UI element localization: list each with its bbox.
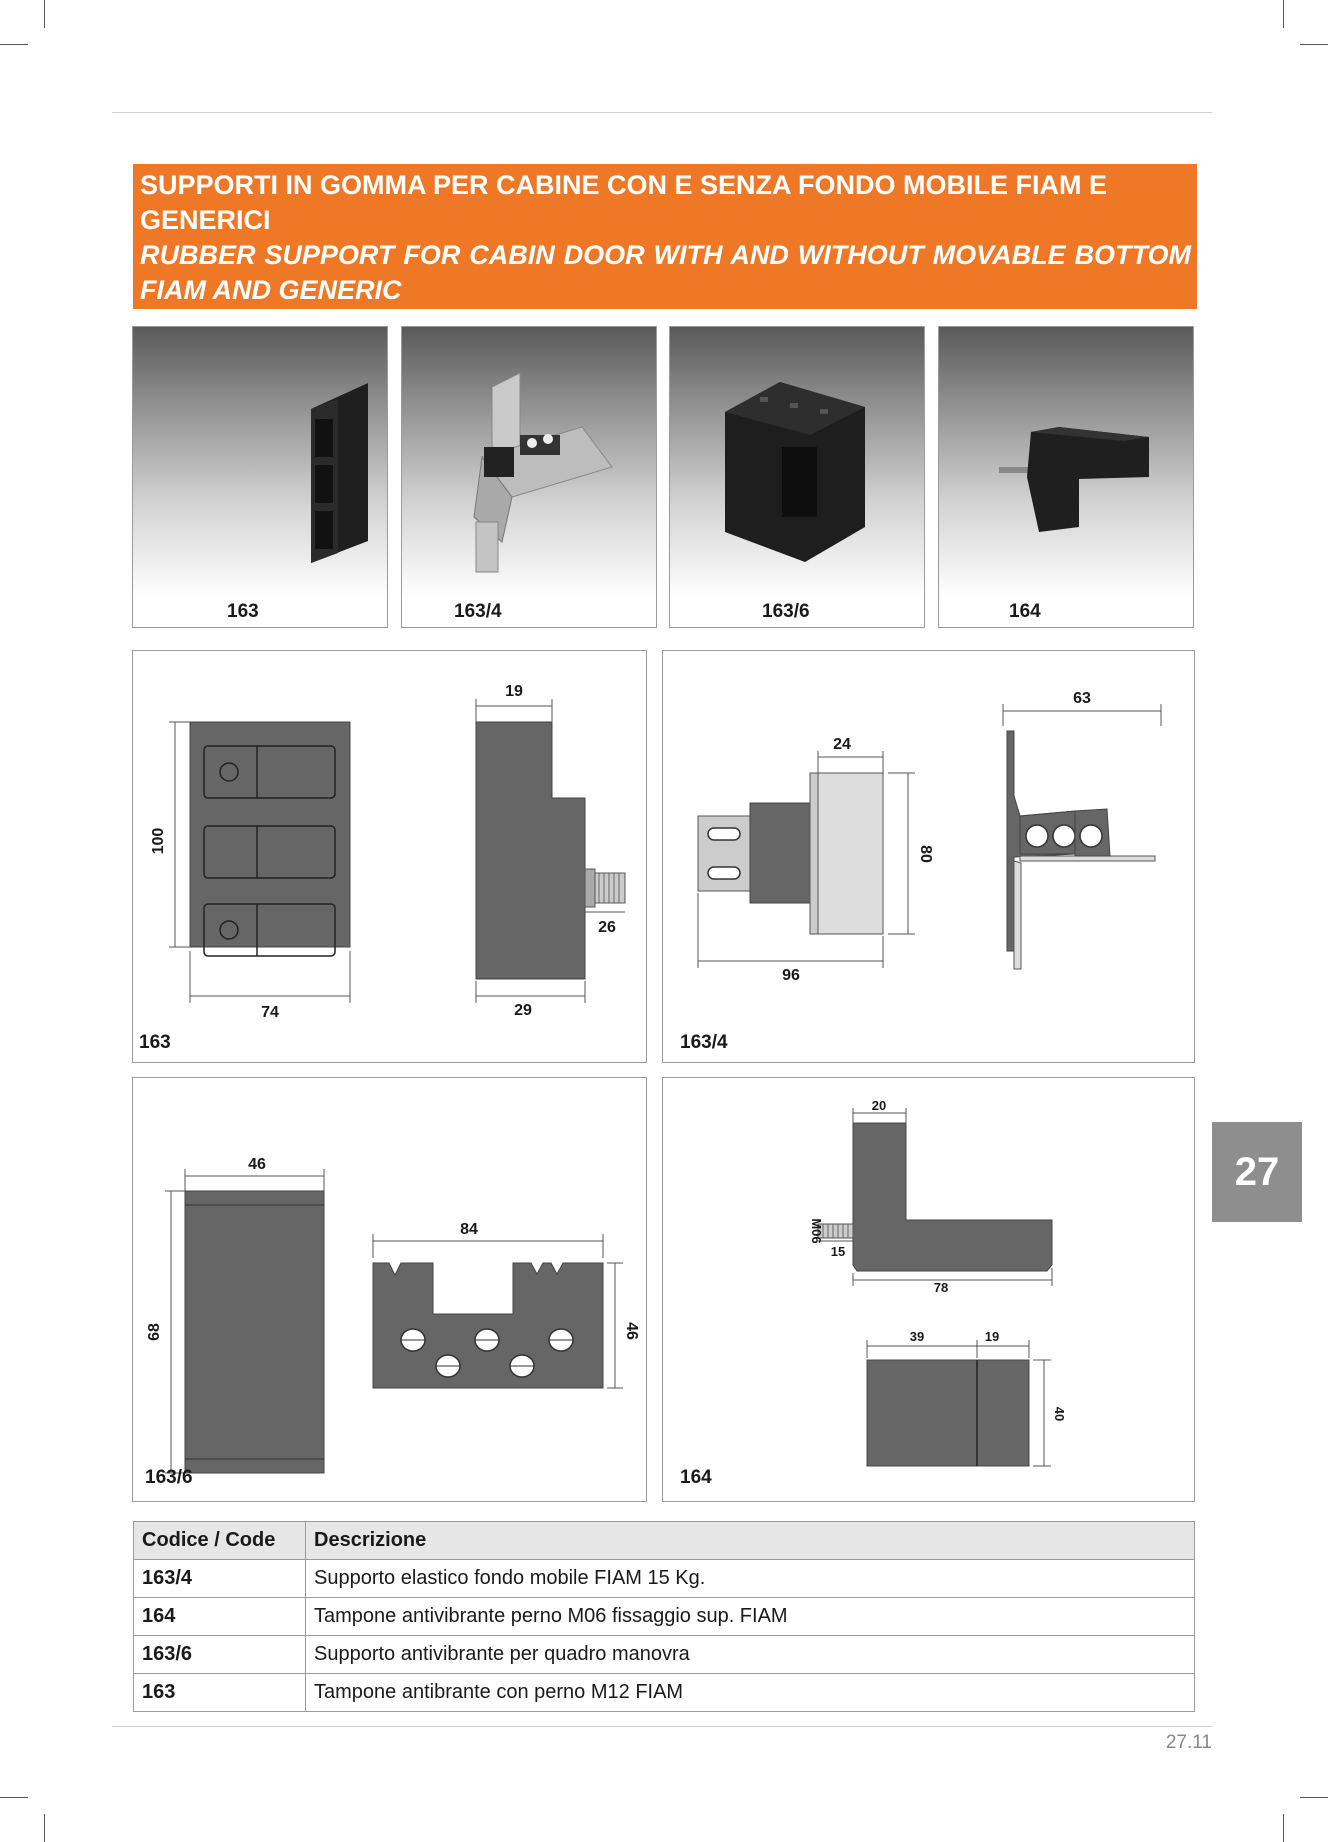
photo-label: 163/6 [762, 601, 810, 622]
dim-side-bottom: 29 [514, 1002, 532, 1019]
dim-height: 100 [150, 827, 167, 855]
drawing-163 [132, 650, 647, 1063]
side-view [476, 722, 625, 979]
product-photo [133, 327, 387, 597]
dim-bracket: 63 [1073, 690, 1091, 707]
dim-height: 80 [917, 845, 934, 863]
front-view [698, 773, 883, 934]
product-table [133, 1521, 1195, 1712]
drawing-label: 163/4 [680, 1032, 728, 1053]
drawing-label: 163/6 [145, 1467, 193, 1488]
drawing-163-4 [662, 650, 1195, 1063]
dim-side-top: 19 [505, 683, 523, 700]
photo-163-6 [669, 326, 925, 628]
row-code: 163/4 [134, 1560, 306, 1598]
drawing-label: 164 [680, 1467, 712, 1488]
dim-length: 78 [933, 1280, 949, 1295]
crop-mark [0, 1797, 28, 1798]
row-code: 163/6 [134, 1636, 306, 1674]
dim-width: 46 [248, 1156, 266, 1173]
dim-length: 84 [460, 1221, 478, 1238]
bracket-view [1007, 731, 1155, 969]
photo-label: 163/4 [454, 601, 502, 622]
dim-width: 74 [261, 1004, 279, 1021]
dim-top: 20 [871, 1098, 887, 1113]
dim-thread: M06 [809, 1218, 824, 1244]
row-description: Tampone antibrante con perno M12 FIAM [306, 1674, 1195, 1712]
bottom-rule [112, 1726, 1212, 1727]
title-italian: SUPPORTI IN GOMMA PER CABINE CON E SENZA FONDO MOBILE FIAM E GENERICI [140, 170, 1108, 235]
product-photo [670, 327, 924, 597]
photo-164 [938, 326, 1194, 628]
dim-part-a: 39 [909, 1329, 925, 1344]
product-photo [939, 327, 1193, 597]
side-view [373, 1263, 603, 1388]
photo-label: 163 [227, 601, 259, 622]
photo-163 [132, 326, 388, 628]
side-view [818, 1123, 1052, 1271]
crop-mark [44, 0, 45, 28]
drawing-164 [662, 1077, 1195, 1502]
page-number: 27.11 [1165, 1732, 1212, 1753]
crop-mark [1300, 44, 1328, 45]
table-row [134, 1636, 1195, 1674]
bottom-view [867, 1360, 1029, 1466]
crop-mark [1283, 0, 1284, 28]
dim-pin: 15 [830, 1244, 846, 1259]
front-view [190, 722, 350, 956]
row-code: 164 [134, 1598, 306, 1636]
drawing-label: 163 [139, 1032, 171, 1053]
dim-top: 24 [833, 736, 851, 753]
table-row [134, 1560, 1195, 1598]
crop-mark [44, 1814, 45, 1842]
product-photo [402, 327, 656, 597]
photo-label: 164 [1009, 601, 1041, 622]
dim-height: 68 [146, 1323, 163, 1341]
crop-mark [0, 44, 28, 45]
drawing-163-6 [132, 1077, 647, 1502]
column-header-description: Descrizione [306, 1522, 1195, 1560]
section-title [133, 164, 1197, 309]
row-description: Supporto antivibrante per quadro manovra [306, 1636, 1195, 1674]
dim-side: 46 [623, 1322, 640, 1340]
dim-part-b: 19 [984, 1329, 1000, 1344]
chapter-tab: 27 [1212, 1122, 1302, 1222]
table-row [134, 1598, 1195, 1636]
top-rule [112, 112, 1212, 113]
crop-mark [1300, 1797, 1328, 1798]
dim-length: 96 [782, 967, 800, 984]
title-english: RUBBER SUPPORT FOR CABIN DOOR WITH AND WITHOUT MOVABLE BOTTOM FIAM AND GENERIC [140, 240, 1191, 305]
row-description: Supporto elastico fondo mobile FIAM 15 Kg. [306, 1560, 1195, 1598]
photo-163-4 [401, 326, 657, 628]
row-description: Tampone antivibrante perno M06 fissaggio sup. FIAM [306, 1598, 1195, 1636]
row-code: 163 [134, 1674, 306, 1712]
column-header-code: Codice / Code [134, 1522, 306, 1560]
dim-height: 40 [1052, 1406, 1067, 1422]
crop-mark [1283, 1814, 1284, 1842]
dim-pin: 26 [598, 919, 616, 936]
table-header-row [134, 1522, 1195, 1560]
table-row [134, 1674, 1195, 1712]
front-view [185, 1191, 324, 1473]
